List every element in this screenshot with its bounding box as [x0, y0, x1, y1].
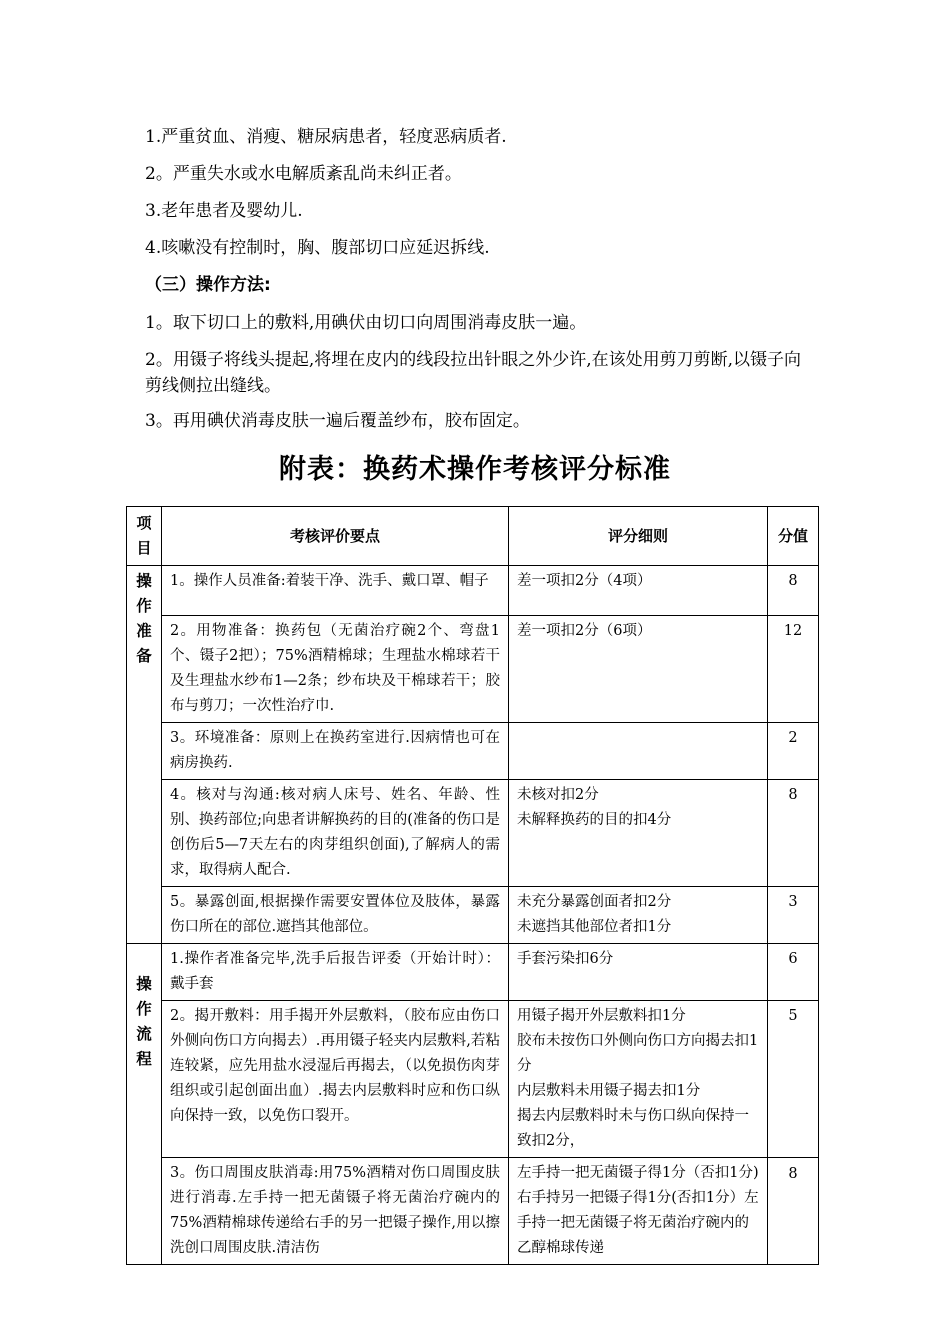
table-row: [127, 616, 819, 723]
points-cell: 6: [768, 944, 819, 1001]
header-category: 项目: [127, 507, 162, 566]
rule-line: 差一项扣2分（6项）: [517, 623, 652, 639]
rule-line: 未充分暴露创面者扣2分: [517, 894, 672, 910]
rule-line: 手套污染扣6分: [517, 951, 614, 967]
rules-cell: [509, 1158, 768, 1265]
scoring-table: [126, 506, 819, 1265]
rules-cell: [509, 566, 768, 616]
rule-line: 左手持一把无菌镊子得1分（否扣1分)右手持另一把镊子得1分(否扣1分）左手持一把无菌镊子将无菌治疗碗内的乙醇棉球传递: [517, 1165, 759, 1256]
points-cell: 12: [768, 616, 819, 723]
rule-line: 未解释换药的目的扣4分: [517, 812, 672, 828]
method-step-1: 1。取下切口上的敷料,用碘伏由切口向周围消毒皮肤一遍。: [145, 313, 587, 333]
table-row: [127, 887, 819, 944]
table-row: [127, 1158, 819, 1265]
points-cell: 8: [768, 566, 819, 616]
table-row: [127, 780, 819, 887]
requirement-cell: 2。揭开敷料：用手揭开外层敷料，（胶布应由伤口外侧向伤口方向揭去）.再用镊子轻夹内层敷料,若粘连较紧，应先用盐水浸湿后再揭去，（以免损伤肉芽组织或引起创面出血）.揭去内层敷料时应和伤口纵向保持一致，以免伤口裂开。: [162, 1001, 509, 1158]
table-row: [127, 944, 819, 1001]
requirement-cell: 4。核对与沟通:核对病人床号、姓名、年龄、性别、换药部位;向患者讲解换药的目的(准备的伤口是创伤后5—7天左右的肉芽组织创面),了解病人的需求，取得病人配合.: [162, 780, 509, 887]
rule-line: 未遮挡其他部位者扣1分: [517, 919, 672, 935]
requirement-cell: 3。伤口周围皮肤消毒:用75%酒精对伤口周围皮肤进行消毒.左手持一把无菌镊子将无菌治疗碗内的75%酒精棉球传递给右手的另一把镊子操作,用以擦洗创口周围皮肤.清洁伤: [162, 1158, 509, 1265]
requirement-cell: 1.操作者准备完毕,洗手后报告评委（开始计时）：戴手套: [162, 944, 509, 1001]
table-row: [127, 1001, 819, 1158]
rules-cell: [509, 616, 768, 723]
requirement-cell: 2。用物准备：换药包（无菌治疗碗2个、弯盘1个、镊子2把）；75%酒精棉球；生理盐水棉球若干及生理盐水纱布1—2条；纱布块及干棉球若干；胶布与剪刀；一次性治疗巾.: [162, 616, 509, 723]
intro-item-3: 3.老年患者及婴幼儿.: [145, 201, 303, 221]
rule-line: 内层敷料未用镊子揭去扣1分: [517, 1083, 701, 1099]
points-cell: 5: [768, 1001, 819, 1158]
requirement-cell: 3。环境准备：原则上在换药室进行.因病情也可在病房换药.: [162, 723, 509, 780]
table-title: 附表：换药术操作考核评分标准: [279, 454, 671, 485]
intro-item-1: 1.严重贫血、消瘦、糖尿病患者，轻度恶病质者.: [145, 127, 507, 147]
method-step-3: 3。再用碘伏消毒皮肤一遍后覆盖纱布，胶布固定。: [145, 411, 530, 431]
points-cell: 8: [768, 780, 819, 887]
rule-line: 差一项扣2分（4项）: [517, 573, 652, 589]
table-header-row: [127, 507, 819, 566]
method-step-2: 2。用镊子将线头提起,将埋在皮内的线段拉出针眼之外少许,在该处用剪刀剪断,以镊子向剪线侧拉出缝线。: [145, 350, 802, 396]
rules-cell: [509, 780, 768, 887]
table-row: [127, 566, 819, 616]
table-row: [127, 723, 819, 780]
header-requirements: 考核评价要点: [162, 507, 509, 566]
header-rules: 评分细则: [509, 507, 768, 566]
points-cell: 2: [768, 723, 819, 780]
category-cell: 操作流程: [127, 944, 162, 1265]
rule-line: 未核对扣2分: [517, 787, 599, 803]
requirement-cell: 1。操作人员准备:着装干净、洗手、戴口罩、帽子: [162, 566, 509, 616]
header-points: 分值: [768, 507, 819, 566]
rules-cell: [509, 887, 768, 944]
rule-line: 揭去内层敷料时未与伤口纵向保持一致扣2分，: [517, 1108, 749, 1149]
rules-cell: [509, 944, 768, 1001]
requirement-cell: 5。暴露创面,根据操作需要安置体位及肢体，暴露伤口所在的部位.遮挡其他部位。: [162, 887, 509, 944]
rules-cell: [509, 723, 768, 780]
rule-line: 胶布未按伤口外侧向伤口方向揭去扣1分: [517, 1033, 759, 1074]
intro-item-4: 4.咳嗽没有控制时，胸、腹部切口应延迟拆线.: [145, 238, 490, 258]
category-cell: 操作准备: [127, 566, 162, 944]
rule-line: 用镊子揭开外层敷料扣1分: [517, 1008, 686, 1024]
rules-cell: [509, 1001, 768, 1158]
points-cell: 8: [768, 1158, 819, 1265]
intro-item-2: 2。严重失水或水电解质紊乱尚未纠正者。: [145, 164, 462, 184]
section-heading: （三）操作方法:: [145, 275, 271, 295]
points-cell: 3: [768, 887, 819, 944]
